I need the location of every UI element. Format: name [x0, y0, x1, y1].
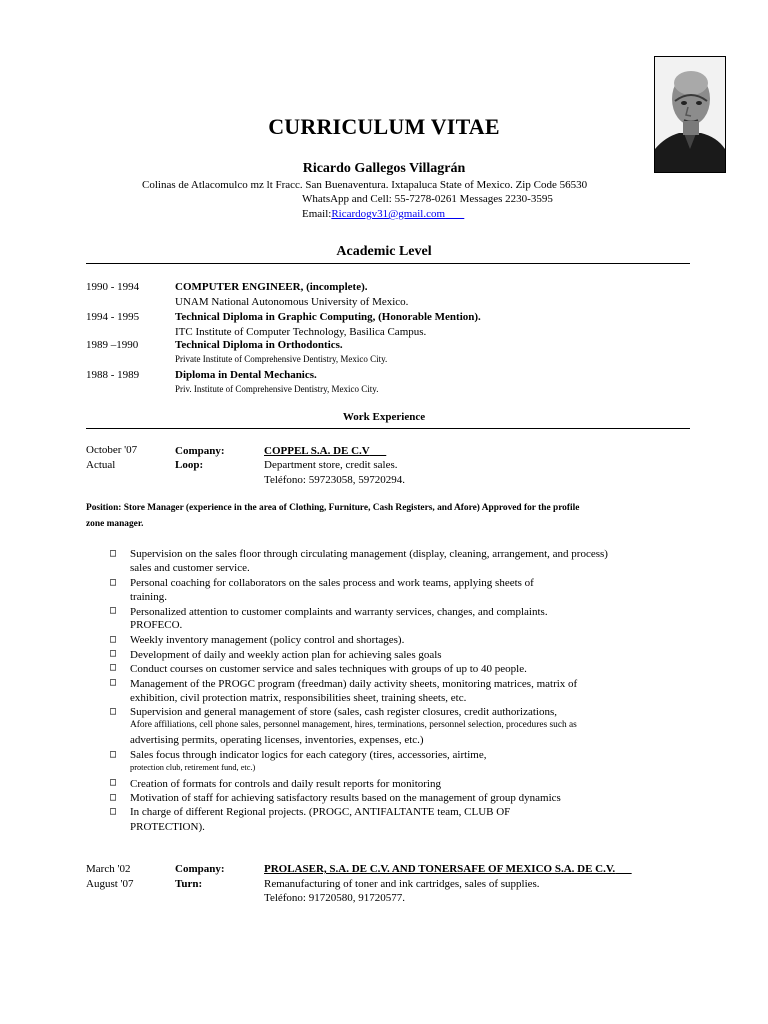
bullet-text: exhibition, civil protection matrix, responsibilities sheet, training sheets, etc. — [130, 692, 467, 704]
bullet-text: Conduct courses on customer service and sales techniques with groups of up to 40 people. — [130, 663, 527, 675]
bullet-icon: □ — [110, 806, 117, 817]
work-heading: Work Experience — [342, 411, 426, 423]
company-label: Company: — [175, 863, 225, 875]
bullet-text: Development of daily and weekly action plan for achieving sales goals — [130, 649, 442, 661]
bullet-text: Motivation of staff for achieving satisfactory results based on the management of group dynamics — [130, 792, 561, 804]
email-link-underline-tail — [445, 208, 464, 220]
turn-description: Remanufacturing of toner and ink cartridges, sales of supplies. — [264, 878, 540, 890]
academic-years: 1988 - 1989 — [86, 369, 140, 381]
bullet-icon: □ — [110, 749, 117, 760]
bullet-text: training. — [130, 591, 167, 603]
bullet-icon: □ — [110, 662, 117, 673]
academic-degree: COMPUTER ENGINEER, (incomplete). — [175, 281, 368, 293]
bullet-text: Supervision on the sales floor through circulating management (display, cleaning, arrangement, and process) — [130, 548, 608, 560]
bullet-text: Management of the PROGC program (freedman) daily activity sheets, monitoring matrices, matrix of — [130, 678, 578, 690]
divider — [86, 428, 690, 429]
email-line — [302, 208, 464, 220]
academic-degree: Diploma in Dental Mechanics. — [175, 369, 317, 381]
email-link[interactable]: Ricardogv31@gmail.com — [331, 208, 446, 220]
bullet-text: Sales focus through indicator logics for each category (tires, accessories, airtime, — [130, 749, 487, 761]
bullet-text: PROFECO. — [130, 619, 183, 631]
job-start-date: October '07 — [86, 444, 138, 456]
bullet-text: Personal coaching for collaborators on the sales process and work teams, applying sheets of — [130, 577, 534, 589]
bullet-text: Personalized attention to customer complaints and warranty services, changes, and complaints. — [130, 606, 548, 618]
academic-school: Private Institute of Comprehensive Dentistry, Mexico City. — [175, 354, 388, 364]
bullet-icon: □ — [110, 605, 117, 616]
position-text: Position: Store Manager (experience in the area of Clothing, Furniture, Cash Registers, and Afore) Approved for the profile — [86, 503, 580, 513]
bullet-icon: □ — [110, 706, 117, 717]
candidate-name: Ricardo Gallegos Villagrán — [302, 161, 466, 176]
page-title: CURRICULUM VITAE — [268, 114, 500, 139]
academic-years: 1994 - 1995 — [86, 311, 140, 323]
academic-heading: Academic Level — [336, 244, 432, 259]
bullet-icon: □ — [110, 634, 117, 645]
profile-photo — [654, 56, 726, 173]
academic-school: ITC Institute of Computer Technology, Basilica Campus. — [175, 326, 427, 338]
loop-label: Loop: — [175, 459, 204, 471]
phone-contact: WhatsApp and Cell: 55-7278-0261 Messages 2230-3595 — [302, 193, 553, 205]
bullet-text: PROTECTION). — [130, 821, 205, 833]
turn-label: Turn: — [175, 878, 203, 890]
bullet-text: In charge of different Regional projects. (PROGC, ANTIFALTANTE team, CLUB OF — [130, 806, 511, 818]
company-name: COPPEL S.A. DE C.V — [264, 445, 370, 457]
bullet-text: Weekly inventory management (policy control and shortages). — [130, 634, 405, 646]
academic-school: UNAM National Autonomous University of Mexico. — [175, 296, 409, 308]
bullet-text: Supervision and general management of store (sales, cash register closures, credit authorizations, — [130, 706, 558, 718]
academic-degree: Technical Diploma in Graphic Computing, (Honorable Mention). — [175, 311, 481, 323]
company-name: PROLASER, S.A. DE C.V. AND TONERSAFE OF MEXICO S.A. DE C.V. — [264, 863, 616, 875]
bullet-icon: □ — [110, 792, 117, 803]
job-start-date: March '02 — [86, 863, 131, 875]
company-phone: Teléfono: 59723058, 59720294. — [264, 474, 405, 486]
bullet-icon: □ — [110, 577, 117, 588]
academic-years: 1990 - 1994 — [86, 281, 140, 293]
bullet-icon: □ — [110, 548, 117, 559]
email-label: Email: — [302, 208, 332, 220]
address: Colinas de Atlacomulco mz lt Fracc. San Buenaventura. Ixtapaluca State of Mexico. Zip Code 56530 — [142, 179, 588, 191]
company-phone: Teléfono: 91720580, 91720577. — [264, 892, 405, 904]
bullet-icon: □ — [110, 648, 117, 659]
bullet-text: advertising permits, operating licenses, inventories, expenses, etc.) — [130, 734, 424, 746]
academic-school: Priv. Institute of Comprehensive Dentistry, Mexico City. — [175, 384, 379, 394]
divider — [86, 263, 690, 264]
job-end-date: Actual — [86, 459, 116, 471]
bullet-text: protection club, retirement fund, etc.) — [130, 763, 256, 772]
job-end-date: August '07 — [86, 878, 134, 890]
bullet-text: sales and customer service. — [130, 562, 250, 574]
company-label: Company: — [175, 445, 225, 457]
bullet-text: Afore affiliations, cell phone sales, personnel management, hires, terminations, personnel selection, procedures such as — [130, 720, 577, 730]
bullet-text: Creation of formats for controls and daily result reports for monitoring — [130, 778, 441, 790]
academic-degree: Technical Diploma in Orthodontics. — [175, 339, 343, 351]
loop-description: Department store, credit sales. — [264, 459, 398, 471]
academic-years: 1989 –1990 — [86, 339, 139, 351]
bullet-icon: □ — [110, 677, 117, 688]
bullet-icon: □ — [110, 777, 117, 788]
position-text: zone manager. — [86, 519, 144, 529]
